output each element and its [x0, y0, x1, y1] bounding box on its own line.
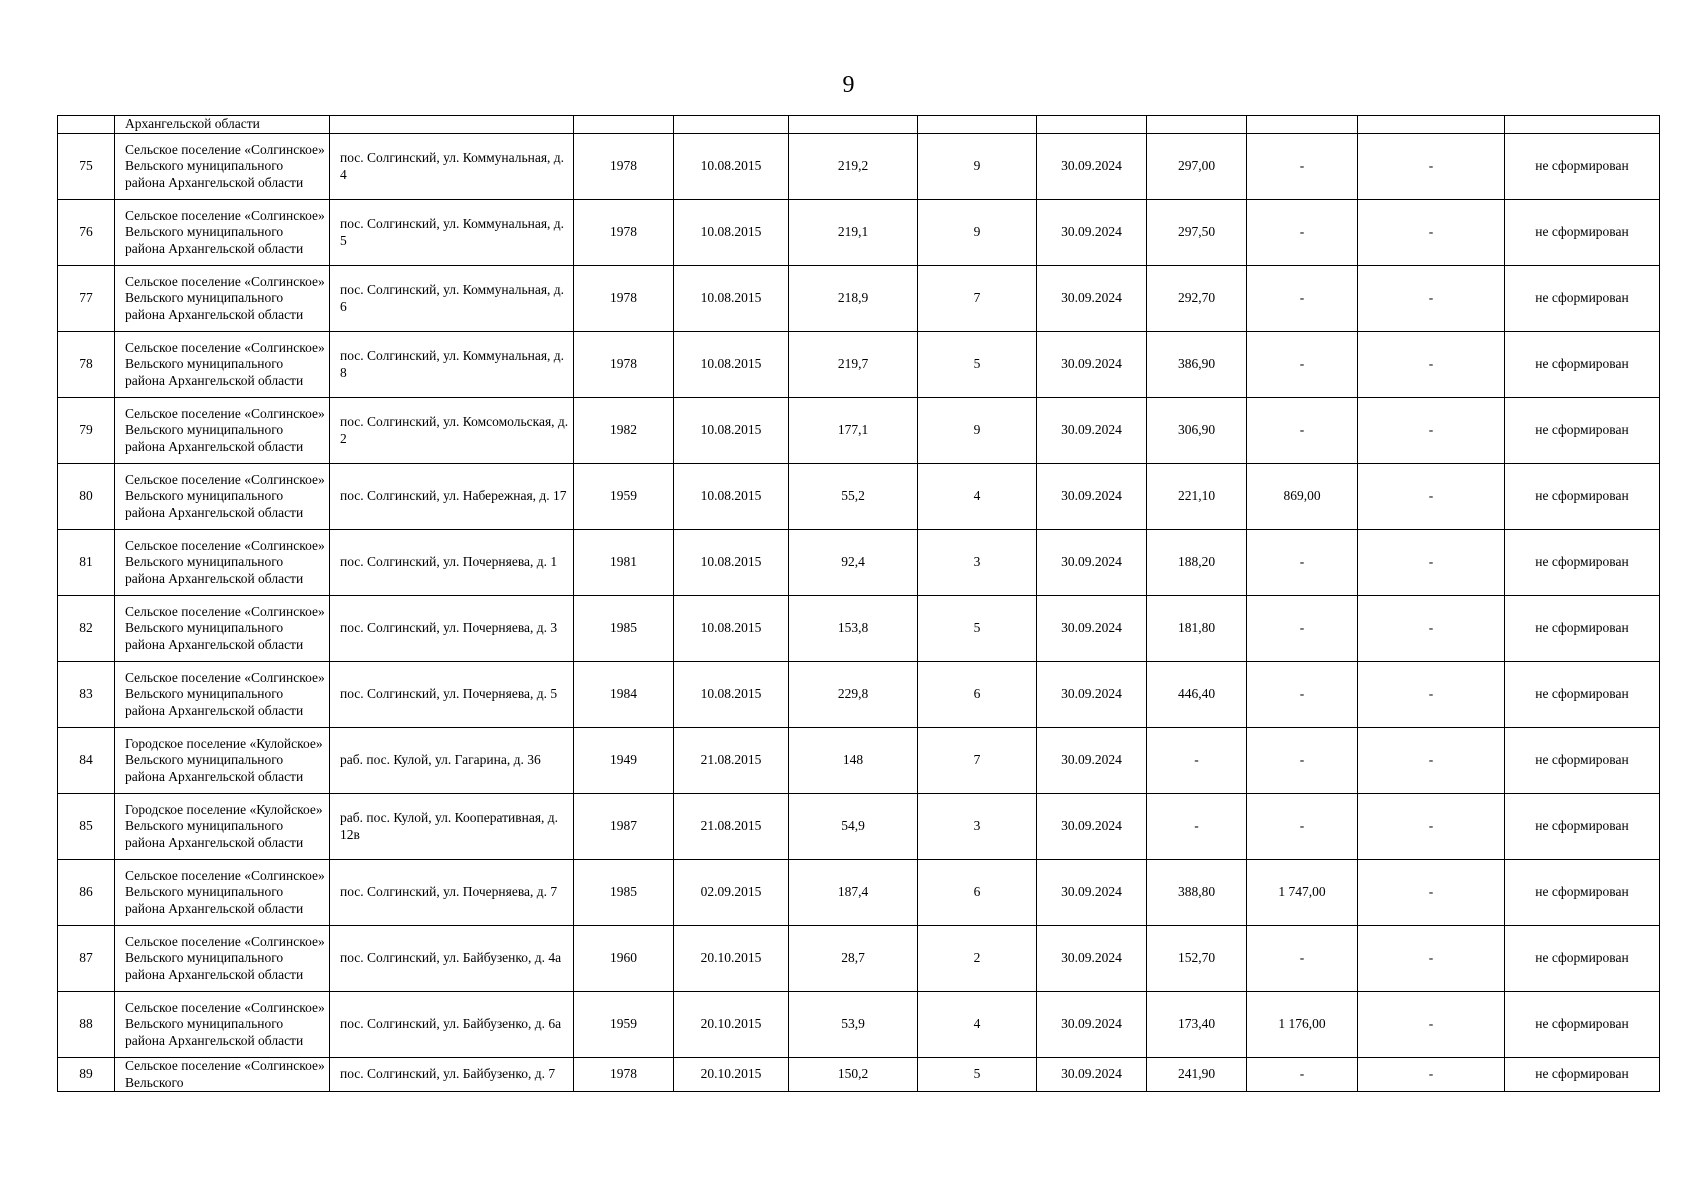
cell-value2: 1 176,00: [1247, 992, 1358, 1058]
cell-municipality: Городское поселение «Кулойское» Вельского муниципального района Архангельской области: [115, 794, 330, 860]
cell-date: 10.08.2015: [674, 266, 789, 332]
cell-area: 219,1: [789, 200, 918, 266]
cell-deadline: 30.09.2024: [1037, 728, 1147, 794]
cell-value2: -: [1247, 926, 1358, 992]
cell-municipality: Сельское поселение «Солгинское» Вельского муниципального района Архангельской области: [115, 464, 330, 530]
cell-address: пос. Солгинский, ул. Почерняева, д. 1: [330, 530, 574, 596]
cell-value3: -: [1358, 596, 1505, 662]
cell-municipality: Сельское поселение «Солгинское» Вельского: [115, 1058, 330, 1092]
cell-value3: [1358, 116, 1505, 134]
cell-date: 10.08.2015: [674, 398, 789, 464]
cell-no: 83: [58, 662, 115, 728]
cell-deadline: 30.09.2024: [1037, 1058, 1147, 1092]
table-row: [58, 530, 1660, 596]
cell-deadline: 30.09.2024: [1037, 926, 1147, 992]
cell-value1: -: [1147, 728, 1247, 794]
cell-no: 76: [58, 200, 115, 266]
cell-value1: 221,10: [1147, 464, 1247, 530]
cell-no: 78: [58, 332, 115, 398]
cell-deadline: 30.09.2024: [1037, 464, 1147, 530]
cell-municipality: Сельское поселение «Солгинское» Вельского муниципального района Архангельской области: [115, 200, 330, 266]
cell-date: 02.09.2015: [674, 860, 789, 926]
cell-deadline: 30.09.2024: [1037, 794, 1147, 860]
cell-status: [1505, 116, 1660, 134]
cell-value2: [1247, 116, 1358, 134]
cell-value2: -: [1247, 530, 1358, 596]
cell-area: 187,4: [789, 860, 918, 926]
cell-municipality: Сельское поселение «Солгинское» Вельского муниципального района Архангельской области: [115, 992, 330, 1058]
cell-area: 53,9: [789, 992, 918, 1058]
cell-date: 10.08.2015: [674, 200, 789, 266]
cell-value2: -: [1247, 794, 1358, 860]
cell-date: 10.08.2015: [674, 134, 789, 200]
cell-status: не сформирован: [1505, 794, 1660, 860]
cell-municipality: Сельское поселение «Солгинское» Вельского муниципального района Архангельской области: [115, 266, 330, 332]
cell-deadline: 30.09.2024: [1037, 530, 1147, 596]
cell-status: не сформирован: [1505, 1058, 1660, 1092]
table-row: [58, 662, 1660, 728]
cell-deadline: [1037, 116, 1147, 134]
cell-area: 153,8: [789, 596, 918, 662]
cell-deadline: 30.09.2024: [1037, 398, 1147, 464]
cell-municipality: Архангельской области: [115, 116, 330, 134]
cell-no: 85: [58, 794, 115, 860]
cell-municipality: Сельское поселение «Солгинское» Вельского муниципального района Архангельской области: [115, 398, 330, 464]
cell-year: 1978: [574, 200, 674, 266]
cell-no: 77: [58, 266, 115, 332]
cell-date: 10.08.2015: [674, 596, 789, 662]
cell-address: пос. Солгинский, ул. Коммунальная, д. 5: [330, 200, 574, 266]
table-row: [58, 398, 1660, 464]
cell-residents: 5: [918, 1058, 1037, 1092]
cell-address: пос. Солгинский, ул. Коммунальная, д. 6: [330, 266, 574, 332]
cell-municipality: Сельское поселение «Солгинское» Вельского муниципального района Архангельской области: [115, 926, 330, 992]
cell-address: пос. Солгинский, ул. Комсомольская, д. 2: [330, 398, 574, 464]
cell-year: 1985: [574, 860, 674, 926]
cell-address: пос. Солгинский, ул. Набережная, д. 17: [330, 464, 574, 530]
table-row: [58, 332, 1660, 398]
cell-area: 219,7: [789, 332, 918, 398]
cell-deadline: 30.09.2024: [1037, 200, 1147, 266]
cell-status: не сформирован: [1505, 926, 1660, 992]
table-row: [58, 860, 1660, 926]
cell-value3: -: [1358, 200, 1505, 266]
cell-value3: -: [1358, 398, 1505, 464]
cell-year: 1959: [574, 992, 674, 1058]
cell-year: 1985: [574, 596, 674, 662]
cell-residents: 3: [918, 794, 1037, 860]
cell-value3: -: [1358, 926, 1505, 992]
cell-status: не сформирован: [1505, 596, 1660, 662]
cell-municipality: Сельское поселение «Солгинское» Вельского муниципального района Архангельской области: [115, 596, 330, 662]
cell-value3: -: [1358, 332, 1505, 398]
cell-area: 54,9: [789, 794, 918, 860]
table-row: [58, 728, 1660, 794]
cell-status: не сформирован: [1505, 860, 1660, 926]
cell-no: 75: [58, 134, 115, 200]
continued-row: [58, 116, 1660, 134]
cell-value1: 297,00: [1147, 134, 1247, 200]
cell-area: 219,2: [789, 134, 918, 200]
cell-year: 1949: [574, 728, 674, 794]
cell-date: 10.08.2015: [674, 662, 789, 728]
cell-residents: 9: [918, 200, 1037, 266]
cell-no: 79: [58, 398, 115, 464]
cell-address: [330, 116, 574, 134]
table-row: [58, 266, 1660, 332]
cell-value1: 181,80: [1147, 596, 1247, 662]
cell-date: 20.10.2015: [674, 1058, 789, 1092]
cell-value3: -: [1358, 860, 1505, 926]
cell-date: 20.10.2015: [674, 992, 789, 1058]
cell-municipality: Сельское поселение «Солгинское» Вельского муниципального района Архангельской области: [115, 134, 330, 200]
cell-residents: 9: [918, 398, 1037, 464]
cell-value2: -: [1247, 398, 1358, 464]
cell-municipality: Сельское поселение «Солгинское» Вельского муниципального района Архангельской области: [115, 662, 330, 728]
cell-value1: -: [1147, 794, 1247, 860]
cell-residents: 5: [918, 332, 1037, 398]
housing-registry-table: [57, 115, 1660, 1092]
cell-no: 88: [58, 992, 115, 1058]
cell-address: раб. пос. Кулой, ул. Кооперативная, д. 12в: [330, 794, 574, 860]
cell-value1: [1147, 116, 1247, 134]
cell-date: 10.08.2015: [674, 464, 789, 530]
page-number: 9: [842, 72, 855, 98]
cell-area: 55,2: [789, 464, 918, 530]
cell-date: 21.08.2015: [674, 728, 789, 794]
cell-value2: -: [1247, 332, 1358, 398]
cell-date: 10.08.2015: [674, 332, 789, 398]
cell-residents: 4: [918, 464, 1037, 530]
cell-value1: 446,40: [1147, 662, 1247, 728]
cell-residents: 9: [918, 134, 1037, 200]
cell-deadline: 30.09.2024: [1037, 662, 1147, 728]
cell-deadline: 30.09.2024: [1037, 860, 1147, 926]
cell-address: раб. пос. Кулой, ул. Гагарина, д. 36: [330, 728, 574, 794]
cell-value1: 188,20: [1147, 530, 1247, 596]
cell-address: пос. Солгинский, ул. Почерняева, д. 7: [330, 860, 574, 926]
cell-address: пос. Солгинский, ул. Почерняева, д. 3: [330, 596, 574, 662]
cell-no: 87: [58, 926, 115, 992]
cell-value3: -: [1358, 728, 1505, 794]
cell-residents: 4: [918, 992, 1037, 1058]
cell-no: 80: [58, 464, 115, 530]
cell-area: 218,9: [789, 266, 918, 332]
cell-value1: 306,90: [1147, 398, 1247, 464]
cell-area: 229,8: [789, 662, 918, 728]
cell-year: 1982: [574, 398, 674, 464]
cell-value2: 869,00: [1247, 464, 1358, 530]
table-row: [58, 794, 1660, 860]
cell-status: не сформирован: [1505, 134, 1660, 200]
cell-address: пос. Солгинский, ул. Коммунальная, д. 4: [330, 134, 574, 200]
cell-no: 86: [58, 860, 115, 926]
cell-date: 21.08.2015: [674, 794, 789, 860]
cell-value1: 173,40: [1147, 992, 1247, 1058]
cell-year: 1959: [574, 464, 674, 530]
cell-value3: -: [1358, 464, 1505, 530]
cell-value1: 386,90: [1147, 332, 1247, 398]
cell-no: [58, 116, 115, 134]
cell-year: [574, 116, 674, 134]
table-body: [58, 116, 1660, 1092]
cell-status: не сформирован: [1505, 332, 1660, 398]
cell-residents: 6: [918, 662, 1037, 728]
cell-value1: 292,70: [1147, 266, 1247, 332]
cell-value2: -: [1247, 728, 1358, 794]
cell-status: не сформирован: [1505, 530, 1660, 596]
cell-value1: 241,90: [1147, 1058, 1247, 1092]
cell-year: 1960: [574, 926, 674, 992]
cell-address: пос. Солгинский, ул. Байбузенко, д. 6а: [330, 992, 574, 1058]
cell-year: 1981: [574, 530, 674, 596]
cell-value3: -: [1358, 1058, 1505, 1092]
cell-no: 82: [58, 596, 115, 662]
table-row: [58, 926, 1660, 992]
cell-address: пос. Солгинский, ул. Байбузенко, д. 4а: [330, 926, 574, 992]
cell-no: 84: [58, 728, 115, 794]
cell-year: 1978: [574, 134, 674, 200]
cell-municipality: Сельское поселение «Солгинское» Вельского муниципального района Архангельской области: [115, 332, 330, 398]
cell-no: 89: [58, 1058, 115, 1092]
table-row: [58, 200, 1660, 266]
cell-residents: [918, 116, 1037, 134]
cell-municipality: Сельское поселение «Солгинское» Вельского муниципального района Архангельской области: [115, 860, 330, 926]
cell-deadline: 30.09.2024: [1037, 332, 1147, 398]
cell-status: не сформирован: [1505, 200, 1660, 266]
cell-year: 1987: [574, 794, 674, 860]
cell-deadline: 30.09.2024: [1037, 596, 1147, 662]
cell-residents: 6: [918, 860, 1037, 926]
cell-year: 1978: [574, 332, 674, 398]
cell-area: [789, 116, 918, 134]
cell-address: пос. Солгинский, ул. Коммунальная, д. 8: [330, 332, 574, 398]
cell-year: 1978: [574, 1058, 674, 1092]
cell-deadline: 30.09.2024: [1037, 266, 1147, 332]
table-row: [58, 134, 1660, 200]
cell-value3: -: [1358, 530, 1505, 596]
cell-status: не сформирован: [1505, 662, 1660, 728]
cell-value1: 388,80: [1147, 860, 1247, 926]
cell-area: 148: [789, 728, 918, 794]
cell-value3: -: [1358, 266, 1505, 332]
cell-value2: -: [1247, 134, 1358, 200]
cell-value1: 152,70: [1147, 926, 1247, 992]
cell-value2: -: [1247, 662, 1358, 728]
cell-date: 10.08.2015: [674, 530, 789, 596]
cell-status: не сформирован: [1505, 728, 1660, 794]
table-row-partial: [58, 1058, 1660, 1092]
cell-residents: 7: [918, 266, 1037, 332]
cell-year: 1978: [574, 266, 674, 332]
cell-value2: -: [1247, 1058, 1358, 1092]
cell-value3: -: [1358, 794, 1505, 860]
cell-value2: 1 747,00: [1247, 860, 1358, 926]
cell-no: 81: [58, 530, 115, 596]
table-row: [58, 992, 1660, 1058]
cell-residents: 2: [918, 926, 1037, 992]
cell-value2: -: [1247, 596, 1358, 662]
cell-value2: -: [1247, 266, 1358, 332]
cell-residents: 3: [918, 530, 1037, 596]
cell-value3: -: [1358, 134, 1505, 200]
cell-area: 28,7: [789, 926, 918, 992]
cell-residents: 7: [918, 728, 1037, 794]
cell-area: 92,4: [789, 530, 918, 596]
table-row: [58, 596, 1660, 662]
cell-status: не сформирован: [1505, 266, 1660, 332]
cell-municipality: Городское поселение «Кулойское» Вельского муниципального района Архангельской области: [115, 728, 330, 794]
cell-date: 20.10.2015: [674, 926, 789, 992]
cell-value3: -: [1358, 992, 1505, 1058]
cell-area: 150,2: [789, 1058, 918, 1092]
cell-value3: -: [1358, 662, 1505, 728]
cell-date: [674, 116, 789, 134]
cell-value2: -: [1247, 200, 1358, 266]
cell-status: не сформирован: [1505, 464, 1660, 530]
cell-status: не сформирован: [1505, 992, 1660, 1058]
cell-deadline: 30.09.2024: [1037, 134, 1147, 200]
cell-area: 177,1: [789, 398, 918, 464]
cell-year: 1984: [574, 662, 674, 728]
cell-deadline: 30.09.2024: [1037, 992, 1147, 1058]
cell-residents: 5: [918, 596, 1037, 662]
cell-municipality: Сельское поселение «Солгинское» Вельского муниципального района Архангельской области: [115, 530, 330, 596]
cell-address: пос. Солгинский, ул. Байбузенко, д. 7: [330, 1058, 574, 1092]
table-row: [58, 464, 1660, 530]
cell-value1: 297,50: [1147, 200, 1247, 266]
cell-status: не сформирован: [1505, 398, 1660, 464]
cell-address: пос. Солгинский, ул. Почерняева, д. 5: [330, 662, 574, 728]
